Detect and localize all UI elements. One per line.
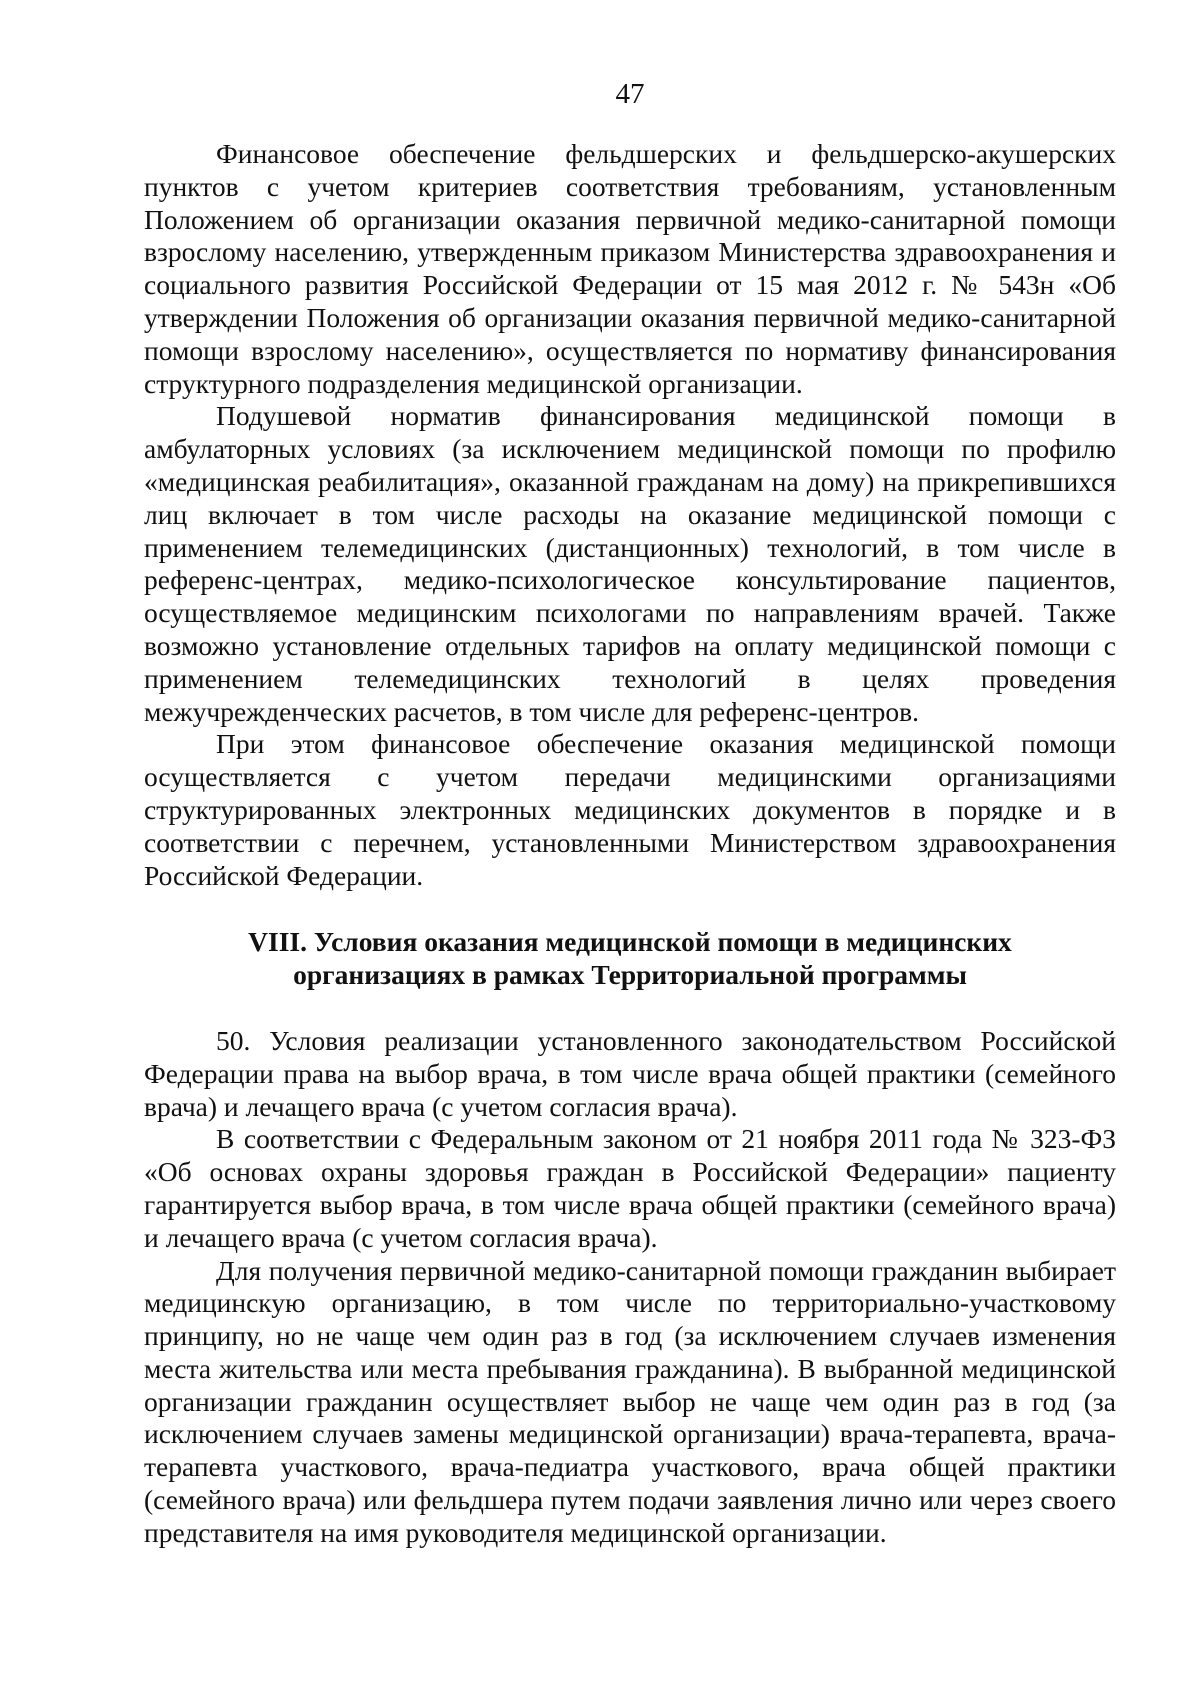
paragraph-per-capita-norm: Подушевой норматив финансирования медицинской помощи в амбулаторных условиях (за исключением медицинской помощи по профилю «медицинская реабилитация», оказанной гражданам на дому) на прикрепившихся лиц включает в том числе расходы на оказание медицинской помощи с применением телемедицинских (дистанционных) технологий, в том числе в референс-центрах, медико-психологическое консультирование пациентов, осуществляемое медицинским психологами по направлениям врачей. Также возможно установление отдельных тарифов на оплату медицинской помощи с применением телемедицинских технологий в целях проведения межучрежденческих расчетов, в том числе для референс-центров. (144, 400, 1116, 727)
paragraph-choice-of-doctor: 50. Условия реализации установленного законодательством Российской Федерации права на выбор врача, в том числе врача общей практики (семейного врача) и лечащего врача (с учетом согласия врача). (144, 1024, 1116, 1122)
paragraph-electronic-documents: При этом финансовое обеспечение оказания медицинской помощи осуществляется с учетом передачи медицинскими организациями структурированных электронных медицинских документов в порядке и в соответствии с перечнем, установленными Министерством здравоохранения Российской Федерации. (144, 728, 1116, 891)
document-body (144, 138, 1116, 1550)
page-number: 47 (615, 78, 645, 110)
paragraph-federal-law: В соответствии с Федеральным законом от 21 ноября 2011 года № 323-ФЗ «Об основах охраны здоровья граждан в Российской Федерации» пациенту гарантируется выбор врача, в том числе врача общей практики (семейного врача) и лечащего врача (с учетом согласия врача). (144, 1123, 1116, 1253)
section-heading (144, 926, 1116, 992)
paragraph-primary-care-choice: Для получения первичной медико-санитарной помощи гражданин выбирает медицинскую организацию, в том числе по территориально-участковому принципу, но не чаще чем один раз в год (за исключением случаев изменения места жительства или места пребывания гражданина). В выбранной медицинской организации гражданин осуществляет выбор не чаще чем один раз в год (за исключением случаев замены медицинской организации) врача-терапевта, врача-терапевта участкового, врача-педиатра участкового, врача общей практики (семейного врача) или фельдшера путем подачи заявления лично или через своего представителя на имя руководителя медицинской организации. (144, 1254, 1116, 1548)
section-heading-line-2: организациях в рамках Территориальной программы (293, 959, 967, 991)
paragraph-feldsher-financing: Финансовое обеспечение фельдшерских и фельдшерско-акушерских пунктов с учетом критериев соответствия требованиям, установленным Положением об организации оказания первичной медико-санитарной помощи взрослому населению, утвержденным приказом Министерства здравоохранения и социального развития Российской Федерации от 15 мая 2012 г. № 543н «Об утверждении Положения об организации оказания первичной медико-санитарной помощи взрослому населению», осуществляется по нормативу финансирования структурного подразделения медицинской организации. (144, 138, 1116, 399)
section-heading-line-1: VIII. Условия оказания медицинской помощи в медицинских (248, 926, 1012, 958)
